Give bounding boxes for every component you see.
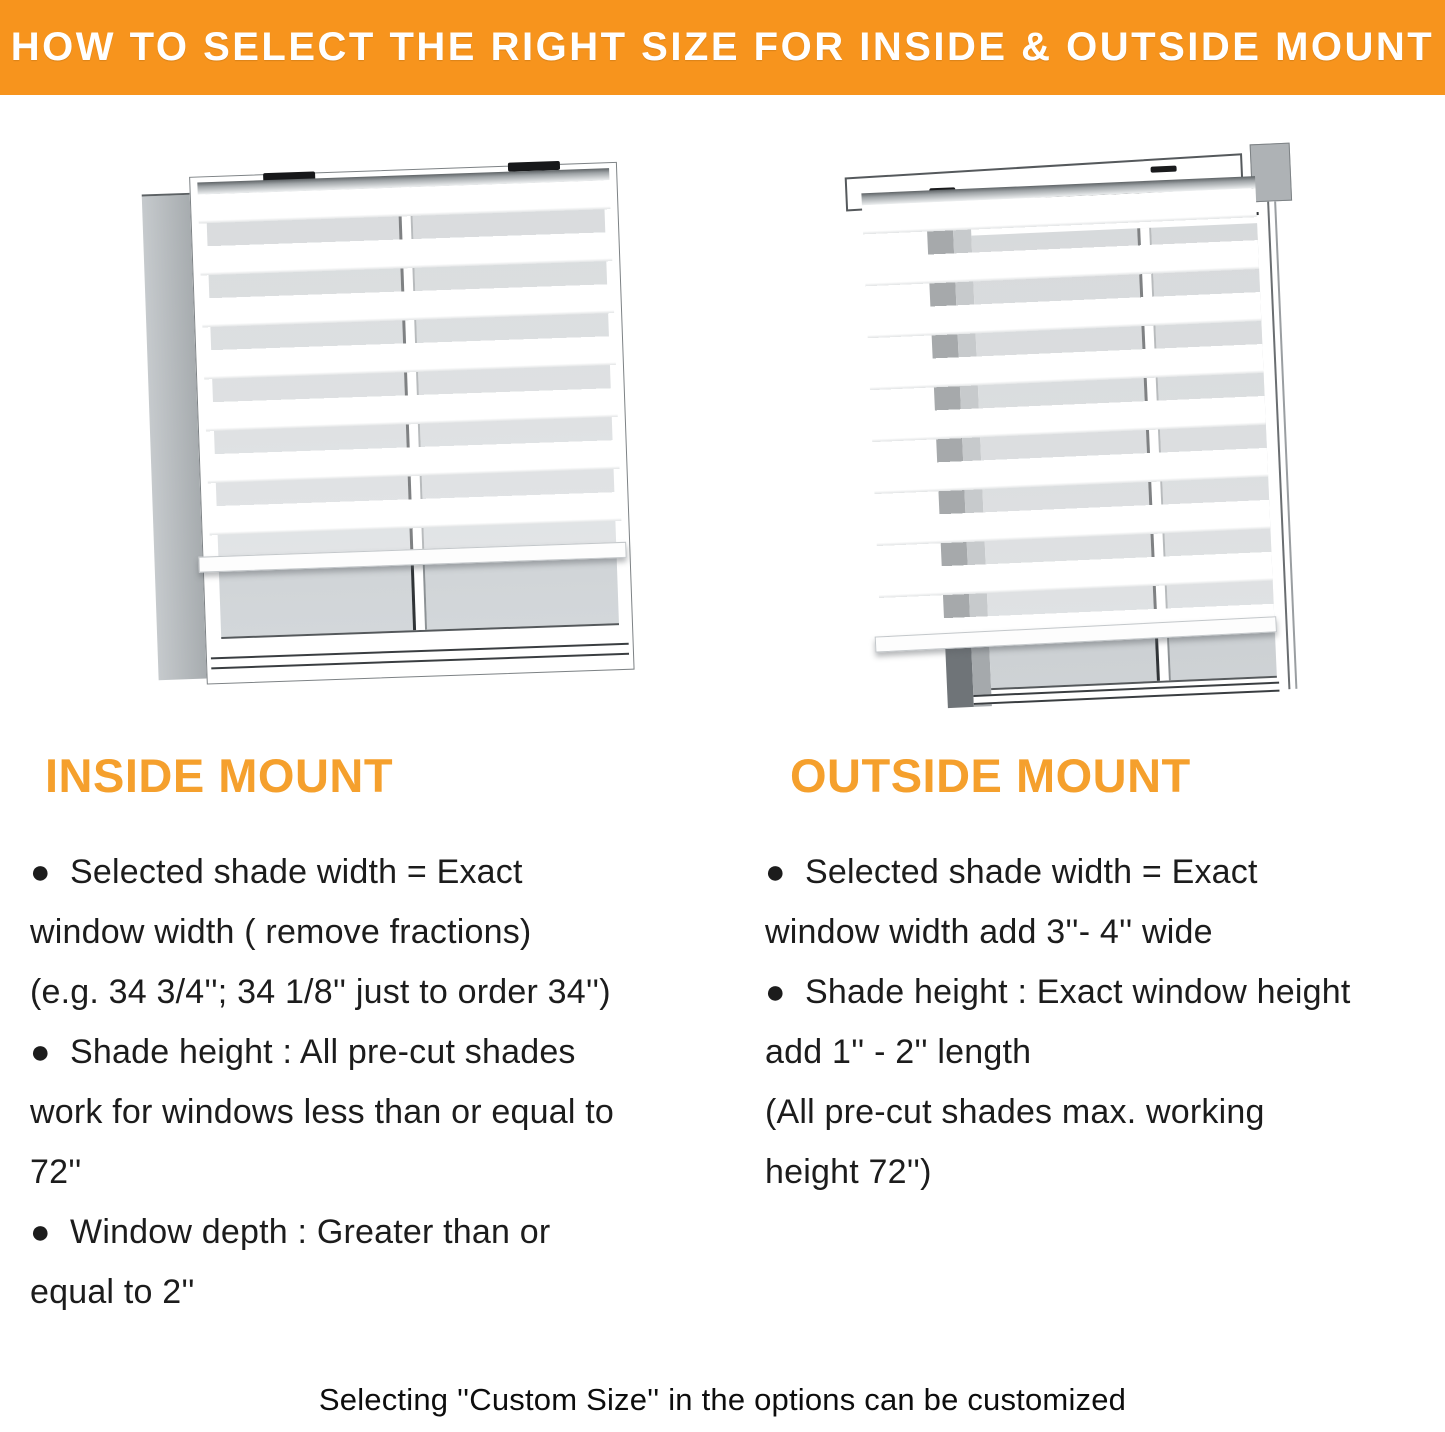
spec-line: ● Shade height : All pre-cut shades [30, 1033, 576, 1071]
inside-mount-specs [30, 842, 720, 1322]
spec-line: add 1'' - 2'' length [765, 1033, 1032, 1071]
inside-mount-heading: INSIDE MOUNT [45, 749, 394, 802]
spec-line: work for windows less than or equal to [30, 1093, 614, 1131]
mount-bracket-icon [1150, 166, 1176, 173]
spec-line: (e.g. 34 3/4''; 34 1/8'' just to order 34'') [30, 973, 611, 1011]
spec-line: window width ( remove fractions) [30, 913, 532, 951]
spec-line: (All pre-cut shades max. working [765, 1093, 1265, 1131]
inside-mount-illustration [148, 152, 630, 704]
corner-bracket [1250, 143, 1292, 203]
spec-line: ● Shade height : Exact window height [765, 973, 1351, 1011]
spec-line: ● Selected shade width = Exact [30, 853, 523, 891]
spec-line: ● Selected shade width = Exact [765, 853, 1258, 891]
spec-line: window width add 3''- 4'' wide [765, 913, 1213, 951]
spec-line: ● Window depth : Greater than or [30, 1213, 551, 1251]
outside-mount-heading: OUTSIDE MOUNT [790, 749, 1191, 802]
outside-mount-illustration [856, 138, 1306, 726]
outside-mount-scene [843, 128, 1318, 735]
zebra-shade [197, 168, 622, 572]
zebra-fabric [198, 180, 622, 558]
spec-line: equal to 2'' [30, 1273, 195, 1311]
spec-line: height 72'') [765, 1153, 932, 1191]
zebra-fabric [862, 188, 1274, 637]
zebra-shade [861, 176, 1275, 651]
window-sill [211, 643, 629, 670]
header-banner [0, 0, 1445, 95]
outside-mount-specs [765, 842, 1445, 1202]
spec-line: 72'' [30, 1153, 82, 1191]
custom-size-note: Selecting ''Custom Size'' in the options can be customized [318, 1382, 1127, 1417]
inside-mount-scene [139, 144, 640, 712]
page-title: HOW TO SELECT THE RIGHT SIZE FOR INSIDE & OUTSIDE MOUNT [10, 25, 1435, 69]
